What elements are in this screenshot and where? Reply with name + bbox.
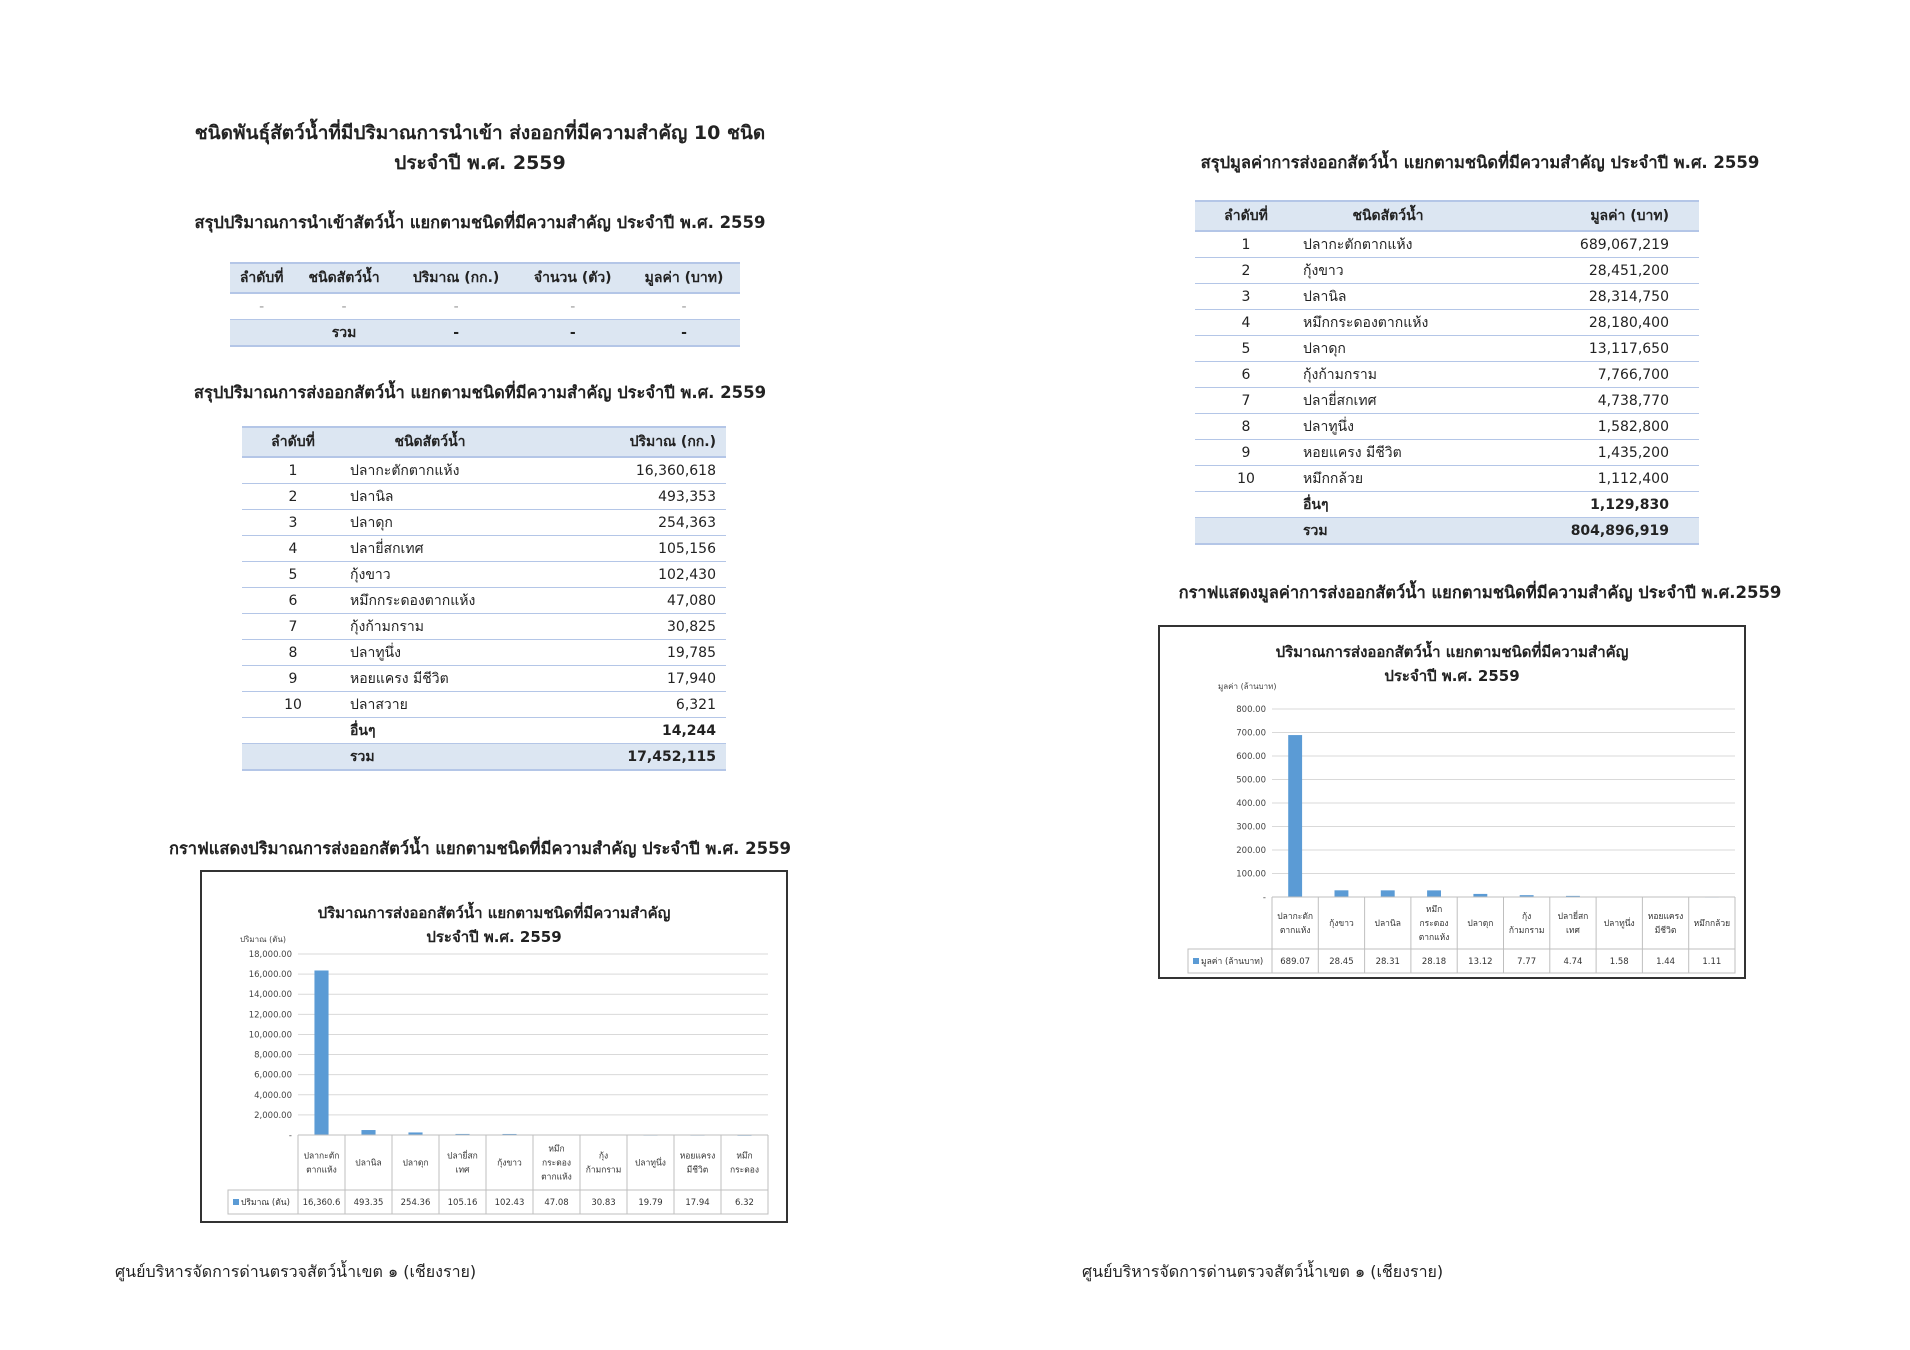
table-cell: - <box>230 293 293 320</box>
x-category-label: ปลาทูนึ่ง <box>1603 919 1635 929</box>
import-table <box>230 262 740 347</box>
y-tick-label: 4,000.00 <box>254 1090 292 1101</box>
x-category-label: หมึก <box>1425 905 1443 915</box>
bar <box>1335 890 1349 897</box>
data-label: 102.43 <box>494 1198 525 1208</box>
page-title <box>150 118 810 178</box>
import-col-value: มูลค่า (บาท) <box>628 263 740 293</box>
table-cell: หมึกกระดองตากแห้ง <box>344 588 516 614</box>
table-cell: 10 <box>242 692 344 718</box>
x-category-label: ตากแห้ง <box>1418 933 1450 943</box>
page-title-line1: ชนิดพันธุ์สัตว์น้ำที่มีปริมาณการนำเข้า ส่งออกที่มีความสำคัญ 10 ชนิด <box>194 122 766 144</box>
table-cell: ปลานิล <box>344 484 516 510</box>
table-cell: - <box>628 320 740 347</box>
y-tick-label: 300.00 <box>1236 822 1266 833</box>
data-label: 16,360.6 <box>302 1198 341 1208</box>
x-category-label: หมึกกล้วย <box>1693 919 1731 929</box>
data-table-border <box>1188 949 1735 973</box>
export-value-table <box>1195 200 1699 545</box>
table-cell: 17,452,115 <box>516 744 726 771</box>
table-cell: กุ้งขาว <box>344 562 516 588</box>
table-cell: - <box>517 293 628 320</box>
x-category-label: ปลาดุก <box>1467 919 1494 929</box>
table-cell: ปลากะตักตากแห้ง <box>1297 231 1479 258</box>
table-row <box>242 640 726 666</box>
bar <box>361 1130 375 1135</box>
table-cell: 17,940 <box>516 666 726 692</box>
export-qty-col-order: ลำดับที่ <box>242 427 344 457</box>
table-cell: 3 <box>242 510 344 536</box>
page-title-line2: ประจำปี พ.ศ. 2559 <box>394 152 566 174</box>
table-cell: หอยแครง มีชีวิต <box>344 666 516 692</box>
x-category-label: ปลาดุก <box>402 1158 429 1169</box>
table-row <box>1195 440 1699 466</box>
data-label: 28.31 <box>1375 957 1400 967</box>
table-row <box>230 293 740 320</box>
table-row <box>242 484 726 510</box>
table-cell: 3 <box>1195 284 1297 310</box>
table-cell: 28,314,750 <box>1479 284 1699 310</box>
table-cell: 105,156 <box>516 536 726 562</box>
table-cell: ปลาสวาย <box>344 692 516 718</box>
table-cell <box>242 744 344 771</box>
y-axis-label: ปริมาณ (ตัน) <box>240 935 287 944</box>
table-row <box>242 562 726 588</box>
x-category-label: เทศ <box>455 1165 470 1176</box>
data-label: 1.44 <box>1656 957 1676 967</box>
table-row <box>1195 310 1699 336</box>
table-cell: 6 <box>242 588 344 614</box>
x-category-label: กระดอง <box>1419 919 1449 929</box>
table-cell <box>1195 492 1297 518</box>
table-row <box>242 510 726 536</box>
data-label: 6.32 <box>735 1198 754 1208</box>
import-col-species: ชนิดสัตว์น้ำ <box>293 263 394 293</box>
table-cell: 1,582,800 <box>1479 414 1699 440</box>
table-cell: 1,112,400 <box>1479 466 1699 492</box>
table-cell: ปลาทูนึ่ง <box>1297 414 1479 440</box>
table-cell: 2 <box>242 484 344 510</box>
data-label: 1.11 <box>1702 957 1722 967</box>
export-qty-col-qty: ปริมาณ (กก.) <box>516 427 726 457</box>
data-label: 19.79 <box>638 1198 663 1208</box>
table-cell: - <box>293 293 394 320</box>
x-category-label: กุ้งขาว <box>497 1158 522 1169</box>
x-category-label: ปลากะตัก <box>1277 912 1314 922</box>
table-row <box>242 457 726 484</box>
export-qty-graph-caption: กราฟแสดงปริมาณการส่งออกสัตว์น้ำ แยกตามชนิดที่มีความสำคัญ ประจำปี พ.ศ. 2559 <box>168 839 792 858</box>
x-category-label: ตากแห้ง <box>1279 926 1311 936</box>
table-cell: 1 <box>1195 231 1297 258</box>
table-cell: อื่นๆ <box>344 718 516 744</box>
table-cell <box>230 320 293 347</box>
x-category-label: หมึก <box>736 1151 753 1162</box>
table-cell: 47,080 <box>516 588 726 614</box>
x-category-label: ก้ามกราม <box>1508 926 1545 936</box>
x-category-label: ก้ามกราม <box>585 1165 622 1176</box>
table-row <box>1195 258 1699 284</box>
y-tick-label: 16,000.00 <box>248 970 292 981</box>
x-category-label: เทศ <box>1565 926 1580 936</box>
table-row <box>1195 231 1699 258</box>
table-row <box>1195 284 1699 310</box>
table-row <box>242 692 726 718</box>
footer-right: ศูนย์บริหารจัดการด่านตรวจสัตว์น้ำเขต ๑ (เชียงราย) <box>1082 1262 1444 1281</box>
import-summary-title: สรุปปริมาณการนำเข้าสัตว์น้ำ แยกตามชนิดที่มีความสำคัญ ประจำปี พ.ศ. 2559 <box>194 213 766 232</box>
table-cell: 13,117,650 <box>1479 336 1699 362</box>
table-cell: 6 <box>1195 362 1297 388</box>
table-cell: 7,766,700 <box>1479 362 1699 388</box>
export-value-col-value: มูลค่า (บาท) <box>1479 201 1699 231</box>
bar <box>1288 735 1302 897</box>
table-cell: ปลาดุก <box>1297 336 1479 362</box>
export-qty-col-species: ชนิดสัตว์น้ำ <box>344 427 516 457</box>
table-total-row <box>242 744 726 771</box>
y-tick-label: 700.00 <box>1236 728 1266 739</box>
table-cell <box>242 718 344 744</box>
y-tick-label: 500.00 <box>1236 775 1266 786</box>
export-value-col-species: ชนิดสัตว์น้ำ <box>1297 201 1479 231</box>
table-cell: รวม <box>293 320 394 347</box>
data-label: 4.74 <box>1563 957 1583 967</box>
table-cell: 2 <box>1195 258 1297 284</box>
table-cell: 19,785 <box>516 640 726 666</box>
chart-title: ปริมาณการส่งออกสัตว์น้ำ แยกตามชนิดที่มีความสำคัญ <box>317 904 671 922</box>
table-cell: 16,360,618 <box>516 457 726 484</box>
export-qty-title: สรุปปริมาณการส่งออกสัตว์น้ำ แยกตามชนิดที่มีความสำคัญ ประจำปี พ.ศ. 2559 <box>193 383 767 402</box>
table-cell: กุ้งขาว <box>1297 258 1479 284</box>
table-cell: ปลานิล <box>1297 284 1479 310</box>
footer-left: ศูนย์บริหารจัดการด่านตรวจสัตว์น้ำเขต ๑ (เชียงราย) <box>115 1262 477 1281</box>
y-tick-label: 2,000.00 <box>254 1110 292 1121</box>
x-category-label: กระดอง <box>541 1158 572 1169</box>
data-label: 1.58 <box>1609 957 1629 967</box>
import-col-count: จำนวน (ตัว) <box>517 263 628 293</box>
y-tick-label: 800.00 <box>1236 705 1266 715</box>
table-cell: 8 <box>1195 414 1297 440</box>
table-cell: 14,244 <box>516 718 726 744</box>
table-cell: กุ้งก้ามกราม <box>1297 362 1479 388</box>
table-cell: 7 <box>1195 388 1297 414</box>
y-tick-label: - <box>1262 893 1266 903</box>
y-tick-label: 10,000.00 <box>248 1030 292 1041</box>
table-other-row <box>1195 492 1699 518</box>
table-cell: 1,435,200 <box>1479 440 1699 466</box>
data-label: 17.94 <box>685 1198 710 1208</box>
export-value-col-order: ลำดับที่ <box>1195 201 1297 231</box>
data-label: 30.83 <box>591 1198 616 1208</box>
data-label: 28.18 <box>1421 957 1447 967</box>
table-cell: 28,180,400 <box>1479 310 1699 336</box>
y-tick-label: 14,000.00 <box>248 990 292 1001</box>
table-cell: 1 <box>242 457 344 484</box>
data-label: 13.12 <box>1468 957 1493 967</box>
y-tick-label: 8,000.00 <box>254 1050 292 1061</box>
export-value-chart <box>1158 625 1746 979</box>
y-tick-label: 400.00 <box>1236 799 1266 809</box>
table-cell: 7 <box>242 614 344 640</box>
import-col-order: ลำดับที่ <box>230 263 293 293</box>
legend-label: ปริมาณ (ตัน) <box>241 1198 290 1208</box>
y-tick-label: 12,000.00 <box>248 1010 292 1021</box>
table-cell: - <box>628 293 740 320</box>
table-row <box>1195 336 1699 362</box>
x-category-label: หอยแครง <box>679 1151 716 1162</box>
table-row <box>1195 414 1699 440</box>
x-category-label: ปลานิล <box>1374 919 1401 929</box>
table-cell: 4 <box>242 536 344 562</box>
table-cell <box>1195 518 1297 545</box>
import-col-qty: ปริมาณ (กก.) <box>395 263 518 293</box>
table-cell: ปลายี่สกเทศ <box>344 536 516 562</box>
table-cell: - <box>395 320 518 347</box>
x-category-label: หอยแครง <box>1647 912 1684 922</box>
table-cell: 9 <box>242 666 344 692</box>
chart-title: ปริมาณการส่งออกสัตว์น้ำ แยกตามชนิดที่มีความสำคัญ <box>1275 643 1629 661</box>
x-category-label: หมึก <box>548 1144 565 1155</box>
bar <box>314 970 328 1135</box>
table-row <box>242 614 726 640</box>
x-category-label: ตากแห้ง <box>306 1165 337 1176</box>
table-cell: รวม <box>344 744 516 771</box>
export-value-chart-svg <box>1160 627 1744 977</box>
table-cell: 4,738,770 <box>1479 388 1699 414</box>
table-cell: หมึกกระดองตากแห้ง <box>1297 310 1479 336</box>
bar <box>1427 890 1441 897</box>
table-cell: 30,825 <box>516 614 726 640</box>
table-row <box>1195 388 1699 414</box>
table-row <box>242 588 726 614</box>
y-tick-label: 6,000.00 <box>254 1070 292 1081</box>
table-cell: - <box>395 293 518 320</box>
y-axis-label: มูลค่า (ล้านบาท) <box>1218 682 1277 691</box>
y-tick-label: 200.00 <box>1236 846 1266 856</box>
table-row <box>1195 466 1699 492</box>
bar <box>1381 890 1395 897</box>
table-cell: 9 <box>1195 440 1297 466</box>
export-qty-chart-svg <box>202 872 786 1221</box>
table-cell: อื่นๆ <box>1297 492 1479 518</box>
table-cell: ปลายี่สกเทศ <box>1297 388 1479 414</box>
table-other-row <box>242 718 726 744</box>
table-cell: 493,353 <box>516 484 726 510</box>
x-category-label: ปลาทูนึ่ง <box>635 1158 666 1169</box>
y-tick-label: 600.00 <box>1236 752 1266 762</box>
table-cell: 28,451,200 <box>1479 258 1699 284</box>
table-cell: 689,067,219 <box>1479 231 1699 258</box>
data-label: 105.16 <box>447 1198 478 1208</box>
x-category-label: มีชีวิต <box>1654 926 1677 936</box>
table-total-row <box>1195 518 1699 545</box>
export-qty-chart <box>200 870 788 1223</box>
table-cell: 102,430 <box>516 562 726 588</box>
table-cell: 4 <box>1195 310 1297 336</box>
table-cell: ปลาดุก <box>344 510 516 536</box>
table-row <box>242 536 726 562</box>
x-category-label: กุ้ง <box>1522 912 1532 922</box>
legend-label: มูลค่า (ล้านบาท) <box>1201 957 1264 967</box>
data-label: 47.08 <box>544 1198 569 1208</box>
x-category-label: ปลายี่สก <box>447 1151 478 1162</box>
data-label: 493.35 <box>353 1198 384 1208</box>
chart-subtitle: ประจำปี พ.ศ. 2559 <box>426 928 562 946</box>
y-tick-label: 100.00 <box>1236 869 1266 880</box>
y-tick-label: 18,000.00 <box>248 950 292 960</box>
table-cell: หอยแครง มีชีวิต <box>1297 440 1479 466</box>
table-total-row <box>230 320 740 347</box>
data-label: 689.07 <box>1280 957 1311 967</box>
table-cell: 10 <box>1195 466 1297 492</box>
x-category-label: ปลากะตัก <box>303 1151 340 1162</box>
export-value-graph-caption: กราฟแสดงมูลค่าการส่งออกสัตว์น้ำ แยกตามชนิดที่มีความสำคัญ ประจำปี พ.ศ.2559 <box>1178 583 1782 602</box>
table-cell: 1,129,830 <box>1479 492 1699 518</box>
chart-subtitle: ประจำปี พ.ศ. 2559 <box>1384 667 1520 685</box>
table-cell: ปลาทูนึ่ง <box>344 640 516 666</box>
table-cell: - <box>517 320 628 347</box>
data-label: 254.36 <box>400 1198 431 1208</box>
legend-swatch <box>1193 958 1199 964</box>
x-category-label: ตากแห้ง <box>541 1172 572 1183</box>
table-cell: 8 <box>242 640 344 666</box>
legend-swatch <box>233 1199 239 1205</box>
x-category-label: ปลายี่สก <box>1557 912 1589 922</box>
x-category-label: มีชีวิต <box>686 1165 709 1176</box>
table-cell: 254,363 <box>516 510 726 536</box>
export-value-title: สรุปมูลค่าการส่งออกสัตว์น้ำ แยกตามชนิดที่มีความสำคัญ ประจำปี พ.ศ. 2559 <box>1200 153 1760 172</box>
data-label: 7.77 <box>1517 957 1537 967</box>
x-category-label: กุ้งขาว <box>1329 919 1354 929</box>
table-row <box>1195 362 1699 388</box>
data-label: 28.45 <box>1329 957 1354 967</box>
table-row <box>242 666 726 692</box>
table-cell: รวม <box>1297 518 1479 545</box>
table-cell: 6,321 <box>516 692 726 718</box>
x-category-label: กุ้ง <box>598 1151 609 1162</box>
table-cell: ปลากะตักตากแห้ง <box>344 457 516 484</box>
table-cell: หมึกกล้วย <box>1297 466 1479 492</box>
x-category-label: ปลานิล <box>355 1158 382 1169</box>
table-cell: 5 <box>1195 336 1297 362</box>
y-tick-label: - <box>288 1131 292 1141</box>
table-cell: กุ้งก้ามกราม <box>344 614 516 640</box>
table-cell: 804,896,919 <box>1479 518 1699 545</box>
export-qty-table <box>242 426 726 771</box>
x-category-label: กระดอง <box>729 1165 760 1176</box>
table-cell: 5 <box>242 562 344 588</box>
